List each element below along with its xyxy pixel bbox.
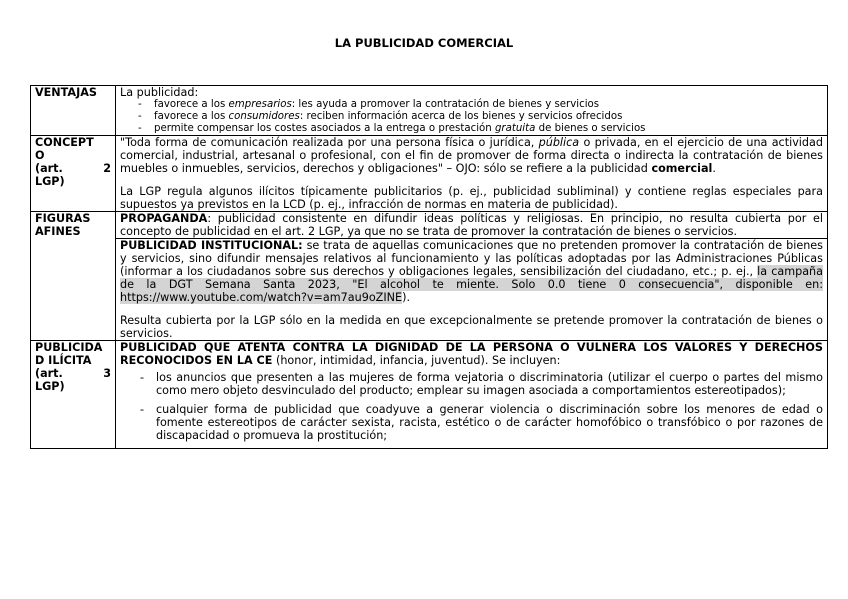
list-item: - favorece a los empresarios: les ayuda a promover la contratación de bienes y servicios — [136, 99, 823, 111]
row-body-institucional: PUBLICIDAD INSTITUCIONAL: se trata de aquellas comunicaciones que no pretenden promover la contratación de bienes y servicios, sino difundir mensajes relativos al funcionamiento y las políticas adoptadas por las Administraciones Públicas (informar a los ciudadanos sobre sus derechos y obligaciones legales, sensibilización del ciudadano, etc.; p. ej., la campaña de la DGT Semana Santa 2023, "El alcohol te miente. Solo 0.0 tiene 0 consecuencia", disponible en: https://www.youtube.com/watch?v=am7au9oZINE). Resulta cubierta por la LGP sólo en la medida en que excepcionalmente se pretende promover la contratación de bienes o servicios. — [116, 239, 828, 341]
row-body-propaganda: PROPAGANDA: publicidad consistente en difundir ideas políticas y religiosas. En principio, no resulta cubierta por el concepto de publicidad en el art. 2 LGP, ya que no se trata de promover la contratación de bienes o servicios. — [116, 212, 828, 239]
ilicita-list — [120, 371, 823, 442]
list-item: - favorece a los consumidores: reciben información acerca de los bienes y servicios ofrecidos — [136, 111, 823, 123]
table-row — [31, 239, 828, 341]
table-row — [31, 212, 828, 239]
table-row — [31, 341, 828, 449]
row-label-ilicita: PUBLICIDA D ILÍCITA (art. 3 LGP) — [31, 341, 116, 449]
highlighted-reference: la campaña de la DGT Semana Santa 2023, "El alcohol te miente. Solo 0.0 tiene 0 consecuencia", disponible en: https://www.youtube.com/watch?v=am7au9oZINE — [120, 265, 823, 304]
table-row — [31, 86, 828, 136]
row-body-ventajas — [116, 86, 828, 136]
ventajas-intro: La publicidad: — [120, 86, 199, 99]
row-label-concepto: CONCEPT O (art. 2 LGP) — [31, 136, 116, 212]
concepto-definition: "Toda forma de comunicación realizada por una persona física o jurídica, pública o privada, en el ejercicio de una actividad comercial, industrial, artesanal o profesional, con el fin de promover de forma directa o indirecta la contratación de bienes muebles o inmuebles, servicios, derechos y obligaciones" – OJO: sólo se refiere a la publicidad comercial. — [120, 136, 823, 175]
row-label-ventajas: VENTAJAS — [31, 86, 116, 136]
row-body-concepto — [116, 136, 828, 212]
row-label-figuras: FIGURAS AFINES — [31, 212, 116, 341]
list-item: - permite compensar los costes asociados a la entrega o prestación gratuita de bienes o servicios — [136, 123, 823, 135]
list-item: - cualquier forma de publicidad que coadyuve a generar violencia o discriminación sobre los menores de edad o fomente estereotipos de carácter sexista, racista, estético o de carácter homofóbico o transfóbico o por razones de discapacidad o promueva la prostitución; — [136, 403, 823, 442]
table-row — [31, 136, 828, 212]
concepto-note: La LGP regula algunos ilícitos típicamente publicitarios (p. ej., publicidad subliminal) y contiene reglas especiales para supuestos ya previstos en la LCD (p. ej., infracción de normas en materia de publicidad). — [120, 185, 823, 211]
content-table — [30, 85, 828, 449]
ventajas-list — [120, 99, 823, 135]
list-item: - los anuncios que presenten a las mujeres de forma vejatoria o discriminatoria (utilizar el cuerpo o partes del mismo como mero objeto desvinculado del producto; emplear su imagen asociada a comportamientos estereotipados); — [136, 371, 823, 397]
document-title: LA PUBLICIDAD COMERCIAL — [334, 36, 514, 50]
row-body-ilicita: PUBLICIDAD QUE ATENTA CONTRA LA DIGNIDAD DE LA PERSONA O VULNERA LOS VALORES Y DERECHOS RECONOCIDOS EN LA CE (honor, intimidad, infancia, juventud). Se incluyen: - los anuncios que presenten a las mujeres de forma vejatoria o discriminatoria (utilizar el cuerpo o partes del mismo como mero objeto desvinculado del producto; emplear su imagen asociada a comportamientos estereotipados); - cualquier forma de publicidad que coadyuve a generar violencia o discriminación sobre los menores de edad o fomente estereotipos de carácter sexista, racista, estético o de carácter homofóbico o transfóbico o por razones de discapacidad o promueva la prostitución; — [116, 341, 828, 449]
